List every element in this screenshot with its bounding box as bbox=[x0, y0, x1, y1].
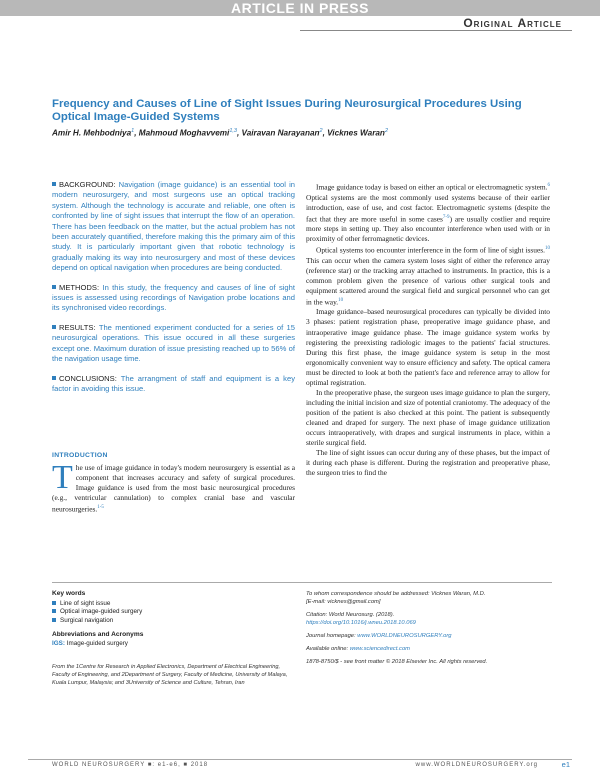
correspondence-line: To whom correspondence should be addressed: Vicknes Waran, M.D. bbox=[306, 591, 486, 597]
footer-journal: WORLD NEUROSURGERY ■: e1-e6, ■ 2018 bbox=[52, 762, 209, 768]
author-list: Amir H. Mehbodniya$^1$, Mahmoud Moghavvemi$^{1,3}$, Vairavan Narayanan$^2$, Vicknes Waran$^2$ bbox=[52, 128, 388, 138]
abbreviation-value: Image-guided surgery bbox=[66, 639, 128, 647]
banner-text: ARTICLE IN PRESS bbox=[231, 0, 369, 16]
body-text: Optical systems too encounter interference in the form of line of sight issues. bbox=[316, 245, 545, 255]
author-affiliation-mark: 2 bbox=[319, 128, 323, 134]
drop-cap: T bbox=[52, 459, 73, 496]
author-name: Vicknes Waran bbox=[327, 128, 385, 138]
body-text: Image guidance today is based on either an optical or electromagnetic system. bbox=[316, 182, 548, 192]
abstract-text: The mentioned experiment conducted for a series of 15 neurosurgical operations. This issue occured in all these surgeries except one. Maximum duration of issue presisting reached up to 56% of the navigation usage time. bbox=[52, 322, 295, 364]
sciencedirect-link[interactable]: www.sciencedirect.com bbox=[349, 646, 410, 652]
keyword-text: Optical image-guided surgery bbox=[60, 608, 143, 616]
front-matter-rule bbox=[52, 582, 552, 583]
introduction-text bbox=[52, 459, 295, 515]
abstract-text: Navigation (image guidance) is an essential tool in modern neurosurgery, and most surgeons use an optical tracking system. Although the technology is accurate and reliable, one often is confronted by line of sight issues that interrupt the flow of an operation. There has been feedback on the matter, but the actual problem has not been accurately quantified, therefore making this the primary aim of this study. It is particularly important given that robotic technology is gradually making its way into neurosurgery and most of these devices depend on optical navigation when procedures are being conducted. bbox=[52, 180, 295, 273]
keyword-item bbox=[52, 617, 292, 626]
reference-mark: 6 bbox=[547, 183, 550, 188]
available-online-label: Available online: bbox=[306, 646, 349, 652]
abstract-background bbox=[52, 180, 295, 274]
keyword-text: Line of sight issue bbox=[60, 599, 111, 607]
body-column-right bbox=[306, 181, 550, 478]
abstract-text: In this study, the frequency and causes of line of sight issues is assessed using recordings of Navigation probe locations and its synchronised video recordings. bbox=[52, 282, 295, 313]
abstract-heading: CONCLUSIONS: bbox=[59, 373, 117, 383]
keywords-title: Key words bbox=[52, 590, 86, 597]
top-rule bbox=[300, 30, 572, 31]
article-title: Frequency and Causes of Line of Sight Issues During Neurosurgical Procedures Using Optical Image-Guided Systems bbox=[52, 98, 522, 123]
body-text: This can occur when the camera system loses sight of either the reference array (reference star) or the tracking array attached to instruments. In practice, this is a common problem given the presence of various other surgical tools and equipment scattered around the surgical field and surgical personnel who can get in the way. bbox=[306, 255, 550, 307]
abstract-heading: RESULTS: bbox=[59, 322, 96, 332]
issn-line: 1878-8750/$ - see front matter © 2018 Elsevier Inc. All rights reserved. bbox=[306, 659, 488, 665]
section-label: Original Article bbox=[463, 16, 562, 30]
reference-mark: 7-9 bbox=[442, 214, 450, 220]
square-bullet-icon bbox=[52, 618, 56, 622]
author-name: Vairavan Narayanan bbox=[241, 128, 320, 138]
author-affiliation-mark: 1 bbox=[131, 128, 135, 134]
square-bullet-icon bbox=[52, 609, 56, 613]
reference-mark: 10 bbox=[338, 297, 344, 303]
keyword-text: Surgical navigation bbox=[60, 616, 114, 624]
page-number: e1 bbox=[561, 760, 570, 769]
keywords-block bbox=[52, 590, 292, 649]
available-online-line bbox=[306, 645, 550, 653]
footer-rule bbox=[28, 759, 572, 760]
author-name: Amir H. Mehbodniya bbox=[52, 128, 132, 138]
citation-line: Citation: World Neurosurg. (2018). bbox=[306, 612, 395, 618]
abbreviation-item bbox=[52, 640, 292, 649]
square-bullet-icon bbox=[52, 325, 56, 329]
footer-website[interactable]: www.WORLDNEUROSURGERY.org bbox=[415, 762, 538, 768]
abstract bbox=[52, 180, 295, 403]
abbreviations-title: Abbreviations and Acronyms bbox=[52, 631, 144, 639]
affiliations: From the 1Centre for Research in Applied Electronics, Department of Electrical Engineering, Faculty of Engineering, and 2Department of Surgery, Faculty of Medicine, University of Malaya, Kuala Lumpur, Malaysia; and 3University of Science and Culture, Tehran, Iran bbox=[52, 664, 288, 686]
abstract-text: The arrangment of staff and equipment is a key factor in avoiding this issue. bbox=[52, 373, 295, 393]
body-text: Optical systems are the most commonly used systems because of their earlier introduction, ease of use, and cost factor. Electromagnetic systems (despite the fact that they are more useful in some cases bbox=[306, 192, 550, 224]
body-paragraph: In the preoperative phase, the surgeon uses image guidance to plan the surgery, including the initial incision and size of potential craniotomy. The adequacy of the position of the patient is also checked at this point. The patient is subsequently cleaned and draped for surgery. The next phase of image guidance utilization occurs intraoperatively, with drapes and surgical instruments in place, within a sterile surgical field. bbox=[306, 387, 550, 448]
square-bullet-icon bbox=[52, 376, 56, 380]
square-bullet-icon bbox=[52, 601, 56, 605]
doi-link[interactable]: https://doi.org/10.1016/j.wneu.2018.10.069 bbox=[306, 620, 416, 626]
abstract-heading: BACKGROUND: bbox=[59, 180, 116, 189]
correspondence-email[interactable]: [E-mail: vicknes@gmail.com] bbox=[306, 599, 381, 605]
square-bullet-icon bbox=[52, 182, 56, 186]
author-name: Mahmoud Moghavvemi bbox=[138, 128, 230, 138]
journal-homepage-line bbox=[306, 632, 550, 640]
correspondence-block bbox=[306, 590, 550, 666]
reference-mark: 10 bbox=[545, 246, 550, 252]
body-paragraph: Image guidance today is based on either an optical or electromagnetic system.$^6$ Optical systems are the most commonly used systems because of their earlier introduction, ease of use, and cost factor. Electromagnetic systems (despite the fact that they are more useful in some cases$^{7-9}$) are usually costlier and require more steps in setting up. They also encounter interference when used with or in proximity of other ferromagnetic devices. bbox=[306, 182, 550, 244]
keyword-item bbox=[52, 608, 292, 617]
abstract-results bbox=[52, 323, 295, 365]
body-paragraph: Image guidance–based neurosurgical procedures can typically be divided into 3 phases: patient registration phase, preoperative image guidance phase, and intraoperative image guidance phase. The image guidance system works by registering the preexisting radiologic images to the patients' facial structures. During this first phase, the image guidance system is setup in the most ergonomically convenient way to ensure efficiency and safety. The optical camera must be directed to look at both the patient's face and reference array to allow for optimal registration. bbox=[306, 307, 550, 387]
body-paragraph bbox=[306, 244, 550, 307]
abstract-conclusions bbox=[52, 374, 295, 395]
abbreviation-key: IGS: bbox=[52, 639, 65, 647]
introduction-heading: INTRODUCTION bbox=[52, 452, 108, 459]
reference-mark: 1-5 bbox=[97, 505, 104, 511]
keyword-item bbox=[52, 600, 292, 609]
author-affiliation-mark: 1,3 bbox=[229, 128, 237, 134]
square-bullet-icon bbox=[52, 285, 56, 289]
author-affiliation-mark: 2 bbox=[384, 128, 388, 134]
body-text: are usually costlier and require more steps in setting up. They also encounter interference when used with or in proximity of other ferromagnetic devices. bbox=[306, 214, 550, 244]
abstract-heading: METHODS: bbox=[59, 282, 100, 292]
body-paragraph: The line of sight issues can occur during any of these phases, but the impact of it during each phase is different. During the registration and preoperative phase, the surgeon tries to find the bbox=[306, 448, 550, 478]
introduction-body: he use of image guidance in today's modern neurosurgery is essential as a component that increases accuracy and safety of surgical procedures. Image guidance is used from the most basic neurosurgical procedures (e.g., ventricular cannulation) to complex cranial base and vascular neurosurgeries. bbox=[52, 463, 295, 514]
journal-homepage-label: Journal homepage: bbox=[306, 633, 356, 639]
abstract-methods bbox=[52, 283, 295, 314]
journal-homepage-link[interactable]: www.WORLDNEUROSURGERY.org bbox=[357, 633, 452, 639]
